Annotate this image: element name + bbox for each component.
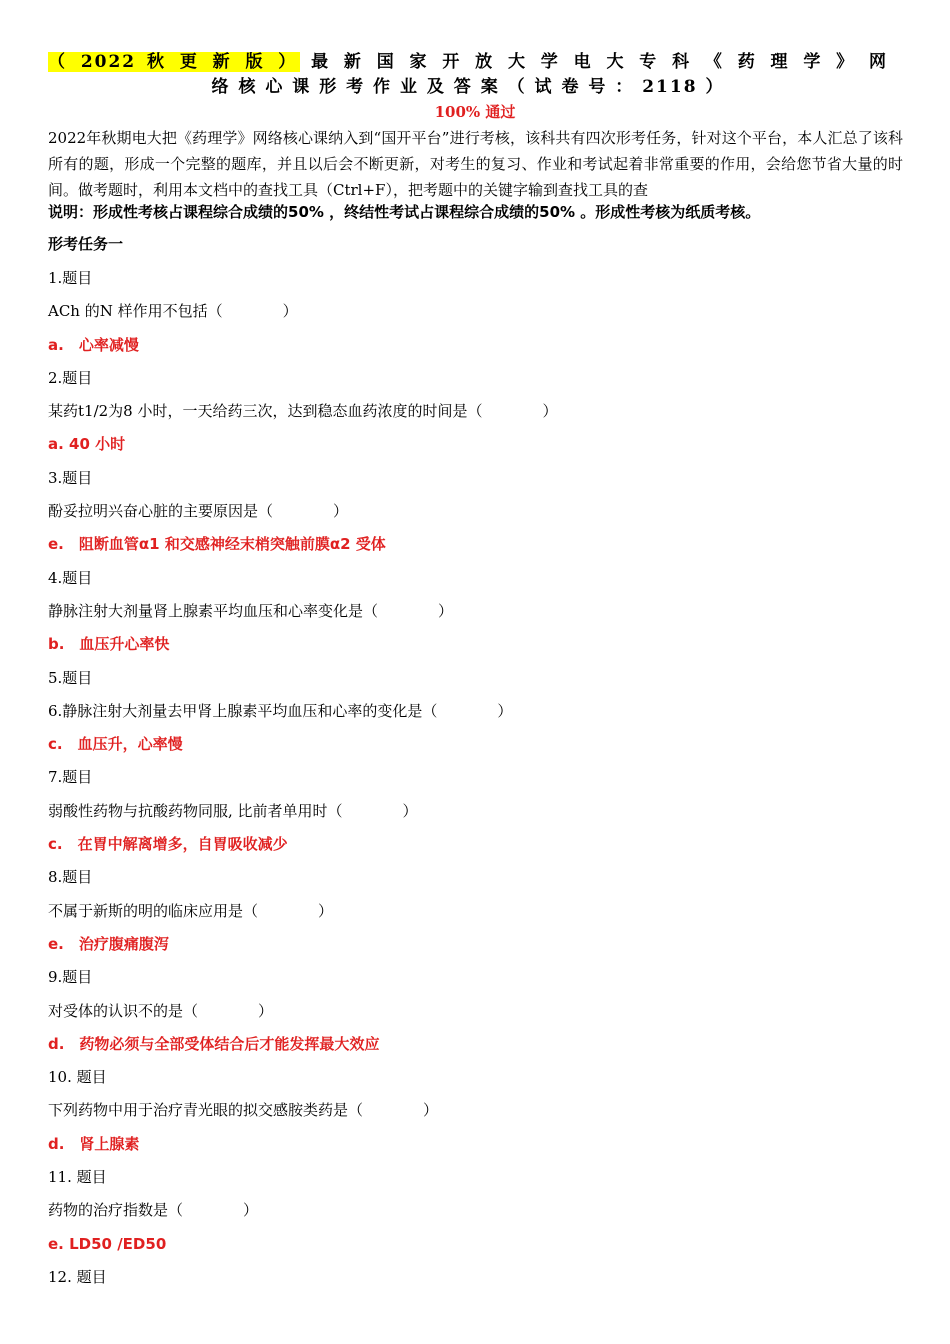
pass-label: 100% 通过 [434, 103, 516, 121]
question-text: 弱酸性药物与抗酸药物同服, 比前者单用时（ ） [48, 801, 418, 820]
question-number: 3.题目 [48, 468, 93, 487]
question-number: 10. 题目 [48, 1068, 107, 1087]
question-text: 药物的治疗指数是（ ） [48, 1201, 259, 1220]
question-number: 5.题目 [48, 668, 93, 687]
question-number: 7.题目 [48, 768, 93, 787]
question-answer: a. 心率减慢 [48, 335, 139, 354]
title-highlight: （ 2022 秋 更 新 版 ） [48, 52, 301, 72]
grading-note: 说明：形成性考核占课程综合成绩的50% ，终结性考试占课程综合成绩的50% 。形成性考核为纸质考核。 [48, 203, 761, 221]
question-number: 1.题目 [48, 269, 93, 287]
title-rest: 最 新 国 家 开 放 大 学 电 大 专 科 《 药 理 学 》 网 [300, 52, 888, 72]
question-text: ACh 的N 样作用不包括（ ） [48, 302, 298, 321]
question-answer: c. 血压升，心率慢 [48, 735, 183, 754]
question-text: 下列药物中用于治疗青光眼的拟交感胺类药是（ ） [48, 1101, 439, 1120]
question-answer: e. LD50 /ED50 [48, 1234, 167, 1253]
question-text: 静脉注射大剂量肾上腺素平均血压和心率变化是（ ） [48, 601, 454, 620]
question-answer: c. 在胃中解离增多，自胃吸收减少 [48, 835, 288, 854]
intro-paragraph: 2022年秋期电大把《药理学》网络核心课纳入到“国开平台”进行考核，该科共有四次形考任务，针对这个平台，本人汇总了该科所有的题，形成一个完整的题库，并且以后会不断更新，对考生的复习、作业和考试起着非常重要的作用，会给您节省大量的时间。做考题时，利用本文档中的查找工具（Ctrl+F），把考题中的关键字输到查找工具的查 [48, 129, 903, 199]
question-number: 2.题目 [48, 368, 93, 387]
question-text: 某药t1/2为8 小时，一天给药三次，达到稳态血药浓度的时间是（ ） [48, 402, 558, 421]
question-number: 8.题目 [48, 868, 93, 887]
document-title-line2: 络 核 心 课 形 考 作 业 及 答 案 （ 试 卷 号 ： 2118 ） [211, 77, 725, 97]
question-number: 9.题目 [48, 968, 93, 987]
question-number: 4.题目 [48, 568, 93, 587]
document-title-line1 [48, 50, 888, 74]
question-answer: b. 血压升心率快 [48, 635, 170, 654]
section-title: 形考任务一 [48, 235, 124, 253]
question-answer: e. 治疗腹痛腹泻 [48, 934, 169, 953]
question-list [48, 262, 908, 1294]
question-answer: d. 药物必须与全部受体结合后才能发挥最大效应 [48, 1034, 380, 1053]
question-text: 不属于新斯的明的临床应用是（ ） [48, 901, 334, 920]
question-text: 对受体的认识不的是（ ） [48, 1001, 274, 1020]
question-number: 12. 题目 [48, 1267, 107, 1286]
question-number: 11. 题目 [48, 1168, 107, 1187]
question-answer: a. 40 小时 [48, 435, 126, 454]
question-text: 酚妥拉明兴奋心脏的主要原因是（ ） [48, 502, 349, 521]
question-text: 6.静脉注射大剂量去甲肾上腺素平均血压和心率的变化是（ ） [48, 701, 513, 720]
question-answer: d. 肾上腺素 [48, 1134, 140, 1153]
question-answer: e. 阻断血管α1 和交感神经末梢突触前膜α2 受体 [48, 535, 386, 554]
